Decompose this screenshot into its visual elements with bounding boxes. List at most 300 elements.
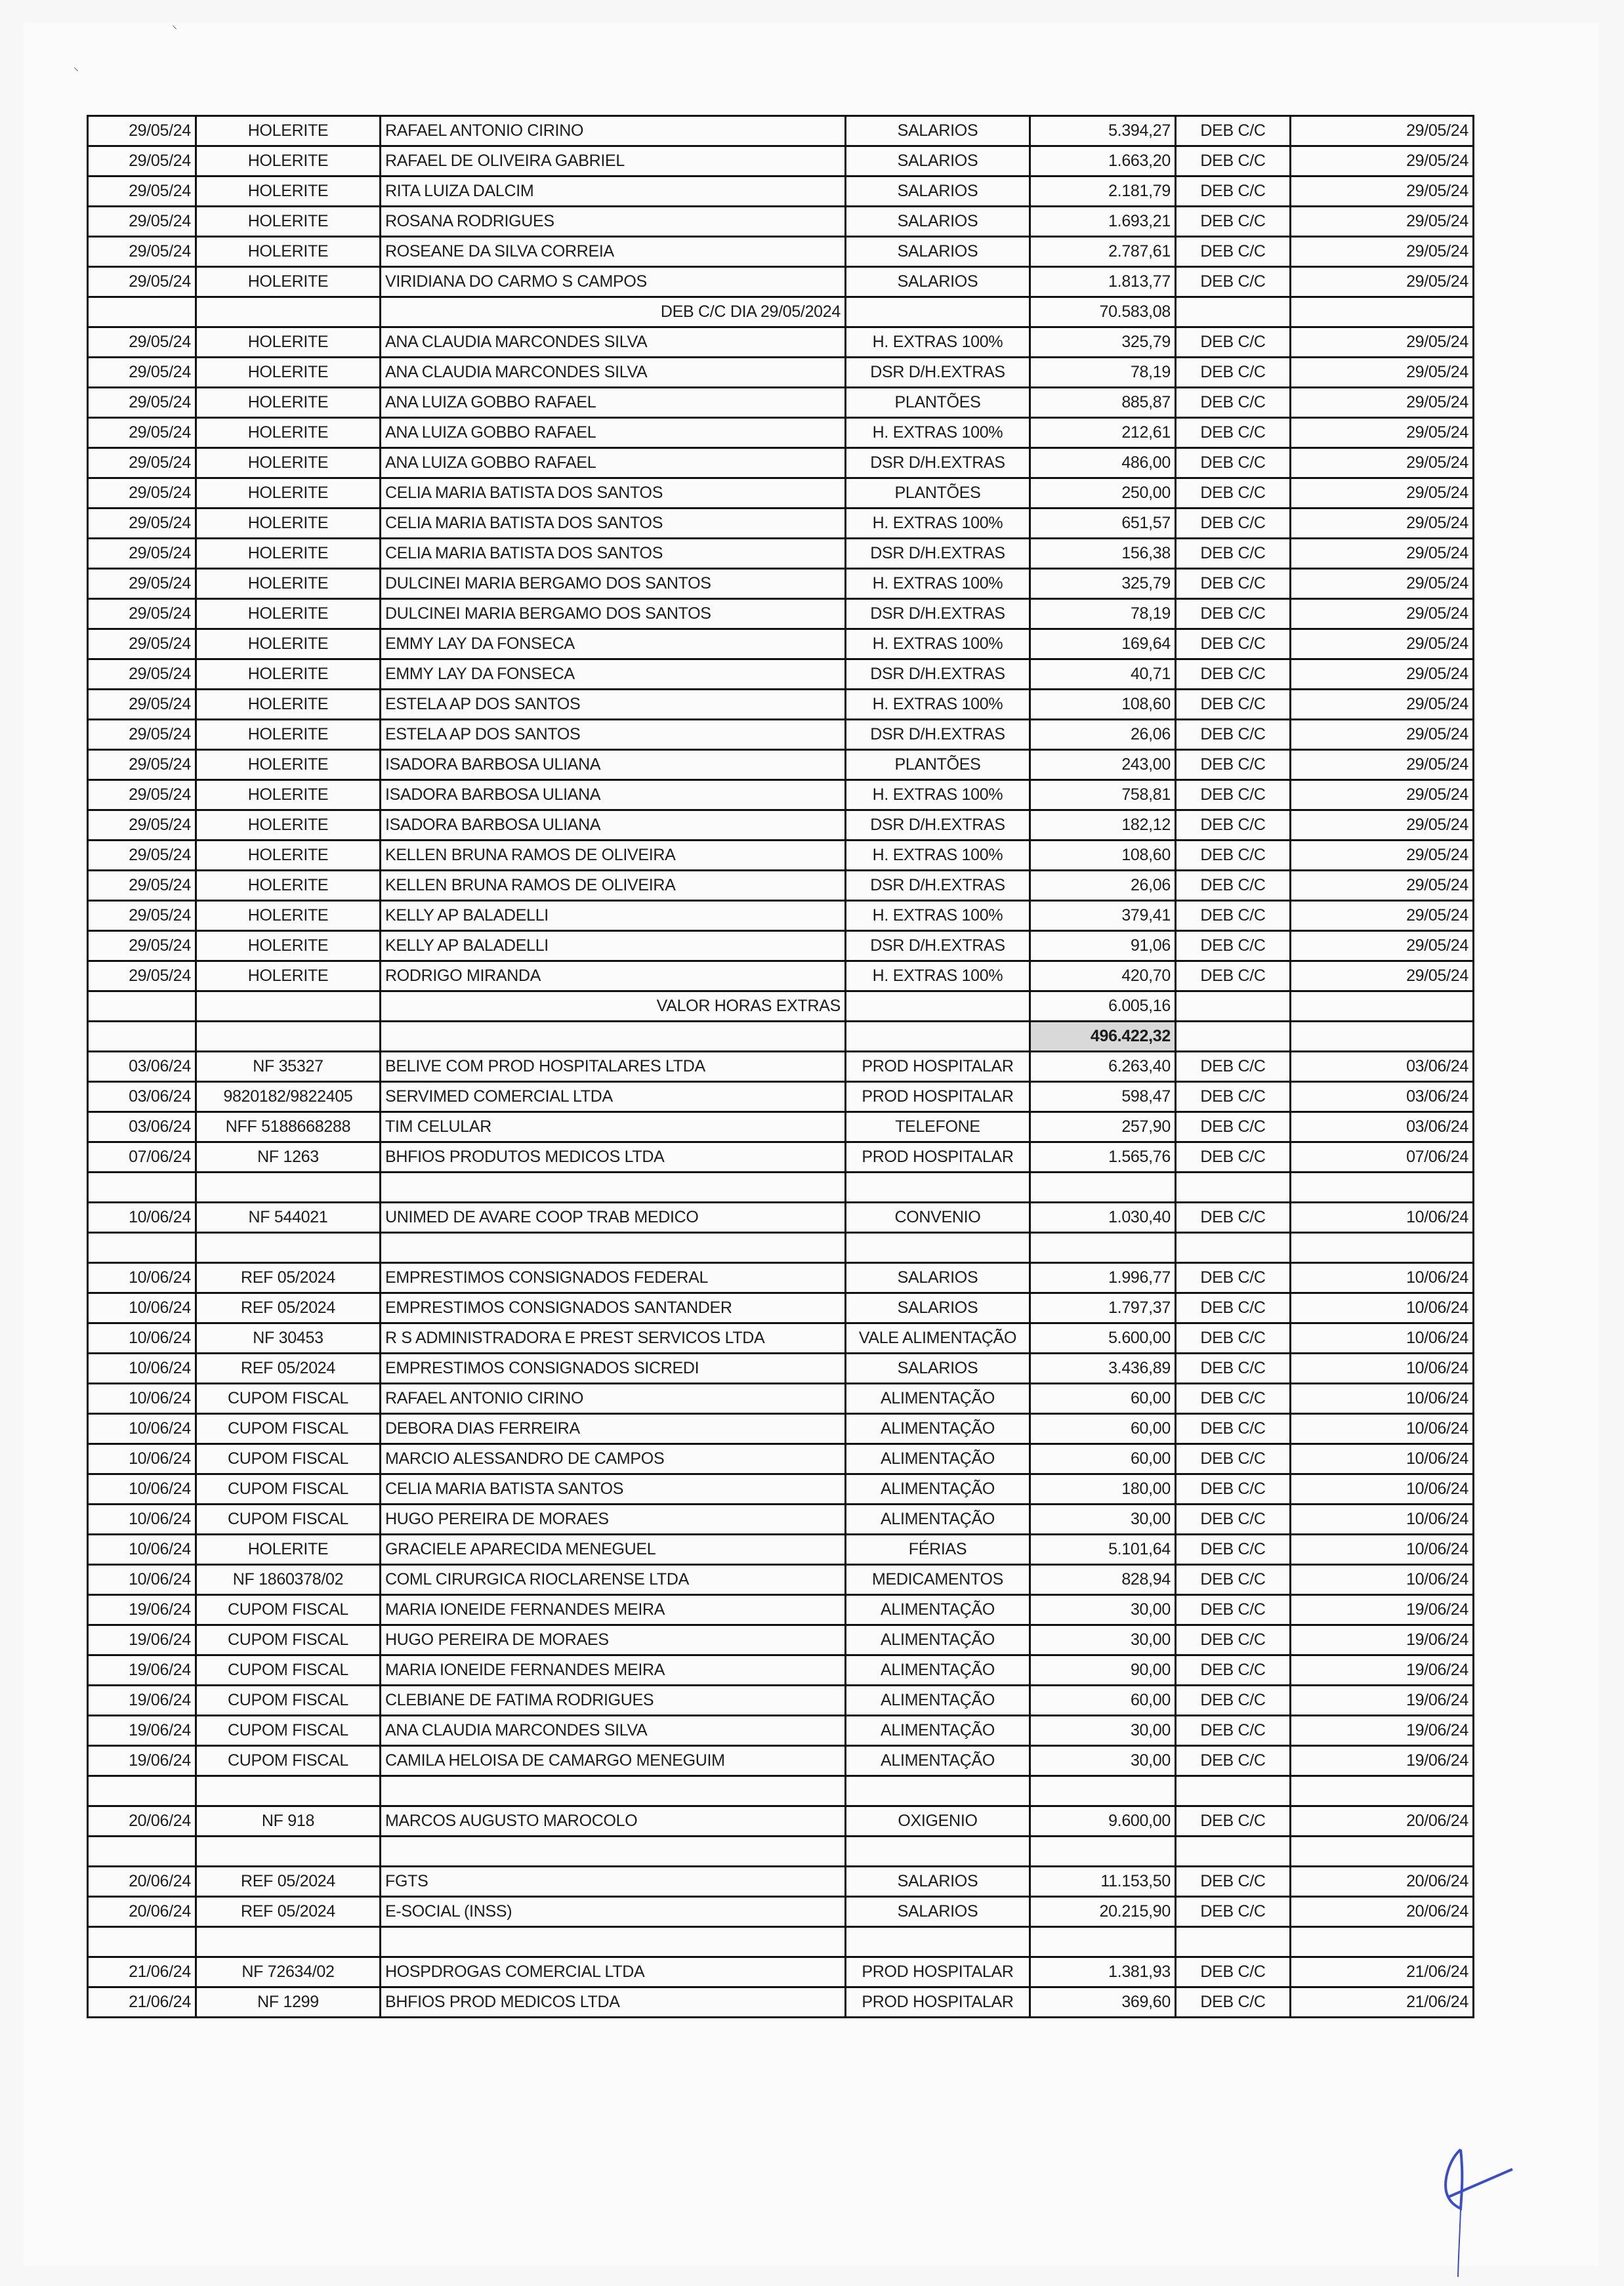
payment-date: 29/05/24 (1291, 358, 1474, 388)
entry-date: 21/06/24 (88, 1987, 196, 2018)
amount: 11.153,50 (1030, 1867, 1176, 1897)
document-ref: 9820182/9822405 (196, 1082, 381, 1112)
table-row (88, 1655, 1474, 1686)
entry-date: 29/05/24 (88, 388, 196, 418)
empty-cell (1176, 991, 1291, 1022)
empty-cell (381, 1776, 846, 1806)
expense-category: ALIMENTAÇÃO (846, 1444, 1030, 1474)
document-ref: NF 30453 (196, 1323, 381, 1354)
expense-category: H. EXTRAS 100% (846, 327, 1030, 358)
payment-date: 10/06/24 (1291, 1474, 1474, 1505)
payment-method: DEB C/C (1176, 901, 1291, 931)
empty-cell (1030, 1837, 1176, 1867)
empty-cell (88, 1173, 196, 1203)
table-row (88, 961, 1474, 991)
payment-date: 29/05/24 (1291, 327, 1474, 358)
payment-date: 29/05/24 (1291, 569, 1474, 599)
empty-cell (1176, 1233, 1291, 1263)
document-ref: HOLERITE (196, 690, 381, 720)
entry-date: 29/05/24 (88, 780, 196, 810)
table-row (88, 901, 1474, 931)
payee-name: VIRIDIANA DO CARMO S CAMPOS (381, 267, 846, 297)
payment-date: 29/05/24 (1291, 871, 1474, 901)
payment-date: 29/05/24 (1291, 146, 1474, 177)
payee-name: ROSANA RODRIGUES (381, 207, 846, 237)
payment-date: 29/05/24 (1291, 539, 1474, 569)
table-row (88, 116, 1474, 146)
document-ref: CUPOM FISCAL (196, 1716, 381, 1746)
table-row (88, 1142, 1474, 1173)
payment-method: DEB C/C (1176, 267, 1291, 297)
payment-method: DEB C/C (1176, 358, 1291, 388)
document-ref: CUPOM FISCAL (196, 1444, 381, 1474)
table-row (88, 1293, 1474, 1323)
payment-method: DEB C/C (1176, 1625, 1291, 1655)
expense-category: PROD HOSPITALAR (846, 1052, 1030, 1082)
payee-name: KELLEN BRUNA RAMOS DE OLIVEIRA (381, 871, 846, 901)
empty-cell (846, 1233, 1030, 1263)
payment-date: 19/06/24 (1291, 1595, 1474, 1625)
subtotal-row (88, 297, 1474, 327)
blank-row (88, 1173, 1474, 1203)
entry-date: 29/05/24 (88, 720, 196, 750)
payment-date: 10/06/24 (1291, 1384, 1474, 1414)
payee-name: CELIA MARIA BATISTA DOS SANTOS (381, 478, 846, 509)
entry-date: 29/05/24 (88, 177, 196, 207)
payment-method: DEB C/C (1176, 207, 1291, 237)
payment-date: 29/05/24 (1291, 901, 1474, 931)
payment-method: DEB C/C (1176, 1444, 1291, 1474)
table-row (88, 1716, 1474, 1746)
document-ref: HOLERITE (196, 237, 381, 267)
entry-date: 29/05/24 (88, 116, 196, 146)
entry-date: 29/05/24 (88, 448, 196, 478)
amount: 78,19 (1030, 358, 1176, 388)
expense-category: ALIMENTAÇÃO (846, 1625, 1030, 1655)
entry-date: 29/05/24 (88, 539, 196, 569)
entry-date: 21/06/24 (88, 1957, 196, 1987)
payment-date: 29/05/24 (1291, 659, 1474, 690)
entry-date: 29/05/24 (88, 750, 196, 780)
expense-category: ALIMENTAÇÃO (846, 1505, 1030, 1535)
document-ref: NFF 5188668288 (196, 1112, 381, 1142)
empty-cell (381, 1837, 846, 1867)
table-row (88, 720, 1474, 750)
expense-category: DSR D/H.EXTRAS (846, 599, 1030, 629)
amount: 91,06 (1030, 931, 1176, 961)
document-ref: REF 05/2024 (196, 1867, 381, 1897)
amount: 1.797,37 (1030, 1293, 1176, 1323)
payee-name: CAMILA HELOISA DE CAMARGO MENEGUIM (381, 1746, 846, 1776)
document-ref: HOLERITE (196, 901, 381, 931)
payee-name: KELLEN BRUNA RAMOS DE OLIVEIRA (381, 841, 846, 871)
document-ref: HOLERITE (196, 116, 381, 146)
document-ref: HOLERITE (196, 207, 381, 237)
entry-date: 03/06/24 (88, 1082, 196, 1112)
entry-date: 10/06/24 (88, 1323, 196, 1354)
entry-date: 29/05/24 (88, 146, 196, 177)
payee-name: KELLY AP BALADELLI (381, 901, 846, 931)
empty-cell (1030, 1233, 1176, 1263)
amount: 9.600,00 (1030, 1806, 1176, 1837)
payment-date: 29/05/24 (1291, 629, 1474, 659)
entry-date: 19/06/24 (88, 1625, 196, 1655)
document-ref: HOLERITE (196, 780, 381, 810)
payee-name: ANA LUIZA GOBBO RAFAEL (381, 418, 846, 448)
amount: 651,57 (1030, 509, 1176, 539)
document-ref: REF 05/2024 (196, 1263, 381, 1293)
amount: 758,81 (1030, 780, 1176, 810)
amount: 486,00 (1030, 448, 1176, 478)
document-ref: HOLERITE (196, 177, 381, 207)
payment-date: 10/06/24 (1291, 1323, 1474, 1354)
entry-date: 29/05/24 (88, 690, 196, 720)
payee-name: BELIVE COM PROD HOSPITALARES LTDA (381, 1052, 846, 1082)
payee-name: ANA CLAUDIA MARCONDES SILVA (381, 358, 846, 388)
payment-date: 10/06/24 (1291, 1535, 1474, 1565)
expense-category: PROD HOSPITALAR (846, 1142, 1030, 1173)
payment-method: DEB C/C (1176, 961, 1291, 991)
amount: 40,71 (1030, 659, 1176, 690)
expense-category: DSR D/H.EXTRAS (846, 539, 1030, 569)
payment-method: DEB C/C (1176, 1142, 1291, 1173)
amount: 420,70 (1030, 961, 1176, 991)
empty-cell (846, 297, 1030, 327)
table-row (88, 1505, 1474, 1535)
amount: 1.813,77 (1030, 267, 1176, 297)
entry-date: 10/06/24 (88, 1203, 196, 1233)
scan-speck: ⸌ (73, 66, 79, 77)
payment-method: DEB C/C (1176, 1293, 1291, 1323)
payment-method: DEB C/C (1176, 327, 1291, 358)
expense-category: ALIMENTAÇÃO (846, 1686, 1030, 1716)
document-ref: HOLERITE (196, 418, 381, 448)
payment-method: DEB C/C (1176, 1595, 1291, 1625)
empty-cell (846, 1927, 1030, 1957)
expense-category: H. EXTRAS 100% (846, 509, 1030, 539)
expense-category: H. EXTRAS 100% (846, 690, 1030, 720)
payment-date: 10/06/24 (1291, 1565, 1474, 1595)
payee-name: EMPRESTIMOS CONSIGNADOS SICREDI (381, 1354, 846, 1384)
payment-method: DEB C/C (1176, 478, 1291, 509)
empty-cell (381, 1173, 846, 1203)
payment-date: 29/05/24 (1291, 810, 1474, 841)
payment-method: DEB C/C (1176, 539, 1291, 569)
amount: 379,41 (1030, 901, 1176, 931)
empty-cell (1291, 1173, 1474, 1203)
grand-total-amount: 496.422,32 (1030, 1022, 1176, 1052)
expense-category: DSR D/H.EXTRAS (846, 659, 1030, 690)
amount: 30,00 (1030, 1746, 1176, 1776)
expense-category: SALARIOS (846, 1897, 1030, 1927)
payee-name: EMMY LAY DA FONSECA (381, 629, 846, 659)
entry-date: 20/06/24 (88, 1806, 196, 1837)
payment-method: DEB C/C (1176, 1806, 1291, 1837)
document-ref: HOLERITE (196, 629, 381, 659)
expense-category: CONVENIO (846, 1203, 1030, 1233)
amount: 30,00 (1030, 1716, 1176, 1746)
payee-name: ISADORA BARBOSA ULIANA (381, 750, 846, 780)
payee-name: ANA CLAUDIA MARCONDES SILVA (381, 1716, 846, 1746)
document-ref: HOLERITE (196, 539, 381, 569)
entry-date: 20/06/24 (88, 1867, 196, 1897)
entry-date: 29/05/24 (88, 659, 196, 690)
payee-name: ISADORA BARBOSA ULIANA (381, 810, 846, 841)
empty-cell (1176, 297, 1291, 327)
expense-category: H. EXTRAS 100% (846, 961, 1030, 991)
payment-date: 29/05/24 (1291, 116, 1474, 146)
empty-cell (1291, 1233, 1474, 1263)
amount: 3.436,89 (1030, 1354, 1176, 1384)
payee-name: RAFAEL ANTONIO CIRINO (381, 1384, 846, 1414)
payee-name: FGTS (381, 1867, 846, 1897)
document-ref: NF 544021 (196, 1203, 381, 1233)
payment-method: DEB C/C (1176, 1686, 1291, 1716)
payee-name: RAFAEL DE OLIVEIRA GABRIEL (381, 146, 846, 177)
amount: 257,90 (1030, 1112, 1176, 1142)
entry-date: 29/05/24 (88, 207, 196, 237)
table-row (88, 1082, 1474, 1112)
entry-date: 10/06/24 (88, 1444, 196, 1474)
table-row (88, 267, 1474, 297)
expense-category: H. EXTRAS 100% (846, 418, 1030, 448)
expense-category: SALARIOS (846, 146, 1030, 177)
payee-name: TIM CELULAR (381, 1112, 846, 1142)
payee-name: RODRIGO MIRANDA (381, 961, 846, 991)
payment-date: 29/05/24 (1291, 841, 1474, 871)
table-row (88, 1203, 1474, 1233)
empty-cell (88, 297, 196, 327)
amount: 108,60 (1030, 690, 1176, 720)
empty-cell (196, 1022, 381, 1052)
payment-method: DEB C/C (1176, 116, 1291, 146)
payment-method: DEB C/C (1176, 871, 1291, 901)
entry-date: 20/06/24 (88, 1897, 196, 1927)
scan-speck: ⸌ (172, 24, 178, 35)
empty-cell (1176, 1837, 1291, 1867)
entry-date: 29/05/24 (88, 569, 196, 599)
subtotal-amount: 70.583,08 (1030, 297, 1176, 327)
document-ref: HOLERITE (196, 841, 381, 871)
payment-method: DEB C/C (1176, 448, 1291, 478)
expense-category: ALIMENTAÇÃO (846, 1746, 1030, 1776)
expense-category: SALARIOS (846, 207, 1030, 237)
entry-date: 10/06/24 (88, 1505, 196, 1535)
payee-name: CELIA MARIA BATISTA SANTOS (381, 1474, 846, 1505)
entry-date: 29/05/24 (88, 810, 196, 841)
table-row (88, 1052, 1474, 1082)
document-ref: CUPOM FISCAL (196, 1474, 381, 1505)
payee-name: MARCIO ALESSANDRO DE CAMPOS (381, 1444, 846, 1474)
empty-cell (1291, 1927, 1474, 1957)
payee-name: EMMY LAY DA FONSECA (381, 659, 846, 690)
table-row (88, 1112, 1474, 1142)
payment-date: 10/06/24 (1291, 1505, 1474, 1535)
empty-cell (1291, 991, 1474, 1022)
table-row (88, 1957, 1474, 1987)
expense-category: PROD HOSPITALAR (846, 1957, 1030, 1987)
subtotal-label: DEB C/C DIA 29/05/2024 (381, 297, 846, 327)
document-ref: HOLERITE (196, 478, 381, 509)
payment-date: 19/06/24 (1291, 1686, 1474, 1716)
empty-cell (88, 1776, 196, 1806)
payment-method: DEB C/C (1176, 1746, 1291, 1776)
document-ref: NF 1299 (196, 1987, 381, 2018)
empty-cell (196, 1927, 381, 1957)
entry-date: 19/06/24 (88, 1686, 196, 1716)
empty-cell (88, 1927, 196, 1957)
payment-date: 29/05/24 (1291, 931, 1474, 961)
grand-total-row (88, 1022, 1474, 1052)
entry-date: 10/06/24 (88, 1384, 196, 1414)
empty-cell (88, 1837, 196, 1867)
table-row (88, 569, 1474, 599)
expense-category: ALIMENTAÇÃO (846, 1595, 1030, 1625)
document-ref: HOLERITE (196, 569, 381, 599)
payee-name: ISADORA BARBOSA ULIANA (381, 780, 846, 810)
payee-name: HUGO PEREIRA DE MORAES (381, 1625, 846, 1655)
payment-date: 29/05/24 (1291, 690, 1474, 720)
expense-category: PLANTÕES (846, 478, 1030, 509)
entry-date: 29/05/24 (88, 599, 196, 629)
payment-date: 29/05/24 (1291, 509, 1474, 539)
payment-method: DEB C/C (1176, 841, 1291, 871)
payment-date: 10/06/24 (1291, 1203, 1474, 1233)
payment-date: 29/05/24 (1291, 388, 1474, 418)
document-ref: HOLERITE (196, 659, 381, 690)
document-ref: HOLERITE (196, 871, 381, 901)
amount: 885,87 (1030, 388, 1176, 418)
entry-date: 29/05/24 (88, 237, 196, 267)
amount: 2.787,61 (1030, 237, 1176, 267)
payment-method: DEB C/C (1176, 720, 1291, 750)
payment-method: DEB C/C (1176, 1112, 1291, 1142)
expense-category: PROD HOSPITALAR (846, 1987, 1030, 2018)
entry-date: 07/06/24 (88, 1142, 196, 1173)
payment-method: DEB C/C (1176, 177, 1291, 207)
amount: 60,00 (1030, 1384, 1176, 1414)
document-ref: NF 1860378/02 (196, 1565, 381, 1595)
empty-cell (1176, 1022, 1291, 1052)
payee-name: RITA LUIZA DALCIM (381, 177, 846, 207)
payment-date: 29/05/24 (1291, 478, 1474, 509)
document-ref: NF 918 (196, 1806, 381, 1837)
payment-method: DEB C/C (1176, 659, 1291, 690)
amount: 325,79 (1030, 327, 1176, 358)
expense-category: DSR D/H.EXTRAS (846, 810, 1030, 841)
payment-date: 29/05/24 (1291, 720, 1474, 750)
payment-method: DEB C/C (1176, 1263, 1291, 1293)
payee-name: E-SOCIAL (INSS) (381, 1897, 846, 1927)
expense-category: ALIMENTAÇÃO (846, 1474, 1030, 1505)
payment-date: 20/06/24 (1291, 1806, 1474, 1837)
table-row (88, 1686, 1474, 1716)
payment-method: DEB C/C (1176, 1082, 1291, 1112)
payment-date: 29/05/24 (1291, 177, 1474, 207)
payee-name: DEBORA DIAS FERREIRA (381, 1414, 846, 1444)
amount: 6.263,40 (1030, 1052, 1176, 1082)
amount: 1.663,20 (1030, 146, 1176, 177)
payment-method: DEB C/C (1176, 237, 1291, 267)
payment-method: DEB C/C (1176, 1897, 1291, 1927)
expense-category: SALARIOS (846, 1867, 1030, 1897)
entry-date: 29/05/24 (88, 327, 196, 358)
payee-name: DULCINEI MARIA BERGAMO DOS SANTOS (381, 569, 846, 599)
entry-date: 19/06/24 (88, 1595, 196, 1625)
entry-date: 29/05/24 (88, 358, 196, 388)
table-row (88, 871, 1474, 901)
empty-cell (846, 1173, 1030, 1203)
payment-method: DEB C/C (1176, 1414, 1291, 1444)
payee-name: KELLY AP BALADELLI (381, 931, 846, 961)
table-row (88, 388, 1474, 418)
table-row (88, 358, 1474, 388)
document-ref: HOLERITE (196, 448, 381, 478)
table-row (88, 448, 1474, 478)
document-ref: HOLERITE (196, 599, 381, 629)
payee-name: EMPRESTIMOS CONSIGNADOS FEDERAL (381, 1263, 846, 1293)
table-row (88, 418, 1474, 448)
document-ref: HOLERITE (196, 720, 381, 750)
payee-name: ANA LUIZA GOBBO RAFAEL (381, 448, 846, 478)
payment-date: 10/06/24 (1291, 1444, 1474, 1474)
payee-name: HOSPDROGAS COMERCIAL LTDA (381, 1957, 846, 1987)
payment-method: DEB C/C (1176, 1354, 1291, 1384)
amount: 369,60 (1030, 1987, 1176, 2018)
payment-date: 03/06/24 (1291, 1082, 1474, 1112)
table-row (88, 1414, 1474, 1444)
blank-row (88, 1837, 1474, 1867)
amount: 156,38 (1030, 539, 1176, 569)
payee-name: DULCINEI MARIA BERGAMO DOS SANTOS (381, 599, 846, 629)
payment-method: DEB C/C (1176, 388, 1291, 418)
expense-category: DSR D/H.EXTRAS (846, 720, 1030, 750)
entry-date: 29/05/24 (88, 267, 196, 297)
payee-name: ESTELA AP DOS SANTOS (381, 690, 846, 720)
amount: 20.215,90 (1030, 1897, 1176, 1927)
empty-cell (381, 1022, 846, 1052)
payment-date: 10/06/24 (1291, 1354, 1474, 1384)
expense-category: SALARIOS (846, 1263, 1030, 1293)
expense-category: SALARIOS (846, 116, 1030, 146)
table-row (88, 1354, 1474, 1384)
entry-date: 10/06/24 (88, 1565, 196, 1595)
empty-cell (381, 1927, 846, 1957)
blank-row (88, 1776, 1474, 1806)
payment-method: DEB C/C (1176, 780, 1291, 810)
amount: 325,79 (1030, 569, 1176, 599)
payment-method: DEB C/C (1176, 1384, 1291, 1414)
table-row (88, 478, 1474, 509)
expense-category: VALE ALIMENTAÇÃO (846, 1323, 1030, 1354)
document-ref: REF 05/2024 (196, 1293, 381, 1323)
payment-method: DEB C/C (1176, 810, 1291, 841)
empty-cell (1030, 1173, 1176, 1203)
entry-date: 10/06/24 (88, 1263, 196, 1293)
payee-name: ANA CLAUDIA MARCONDES SILVA (381, 327, 846, 358)
document-ref: HOLERITE (196, 146, 381, 177)
document-ref: HOLERITE (196, 931, 381, 961)
empty-cell (846, 1022, 1030, 1052)
expense-category: SALARIOS (846, 267, 1030, 297)
document-ref: HOLERITE (196, 327, 381, 358)
entry-date: 19/06/24 (88, 1716, 196, 1746)
table-row (88, 207, 1474, 237)
table-row (88, 1625, 1474, 1655)
amount: 30,00 (1030, 1625, 1176, 1655)
empty-cell (88, 1022, 196, 1052)
payee-name: CELIA MARIA BATISTA DOS SANTOS (381, 539, 846, 569)
